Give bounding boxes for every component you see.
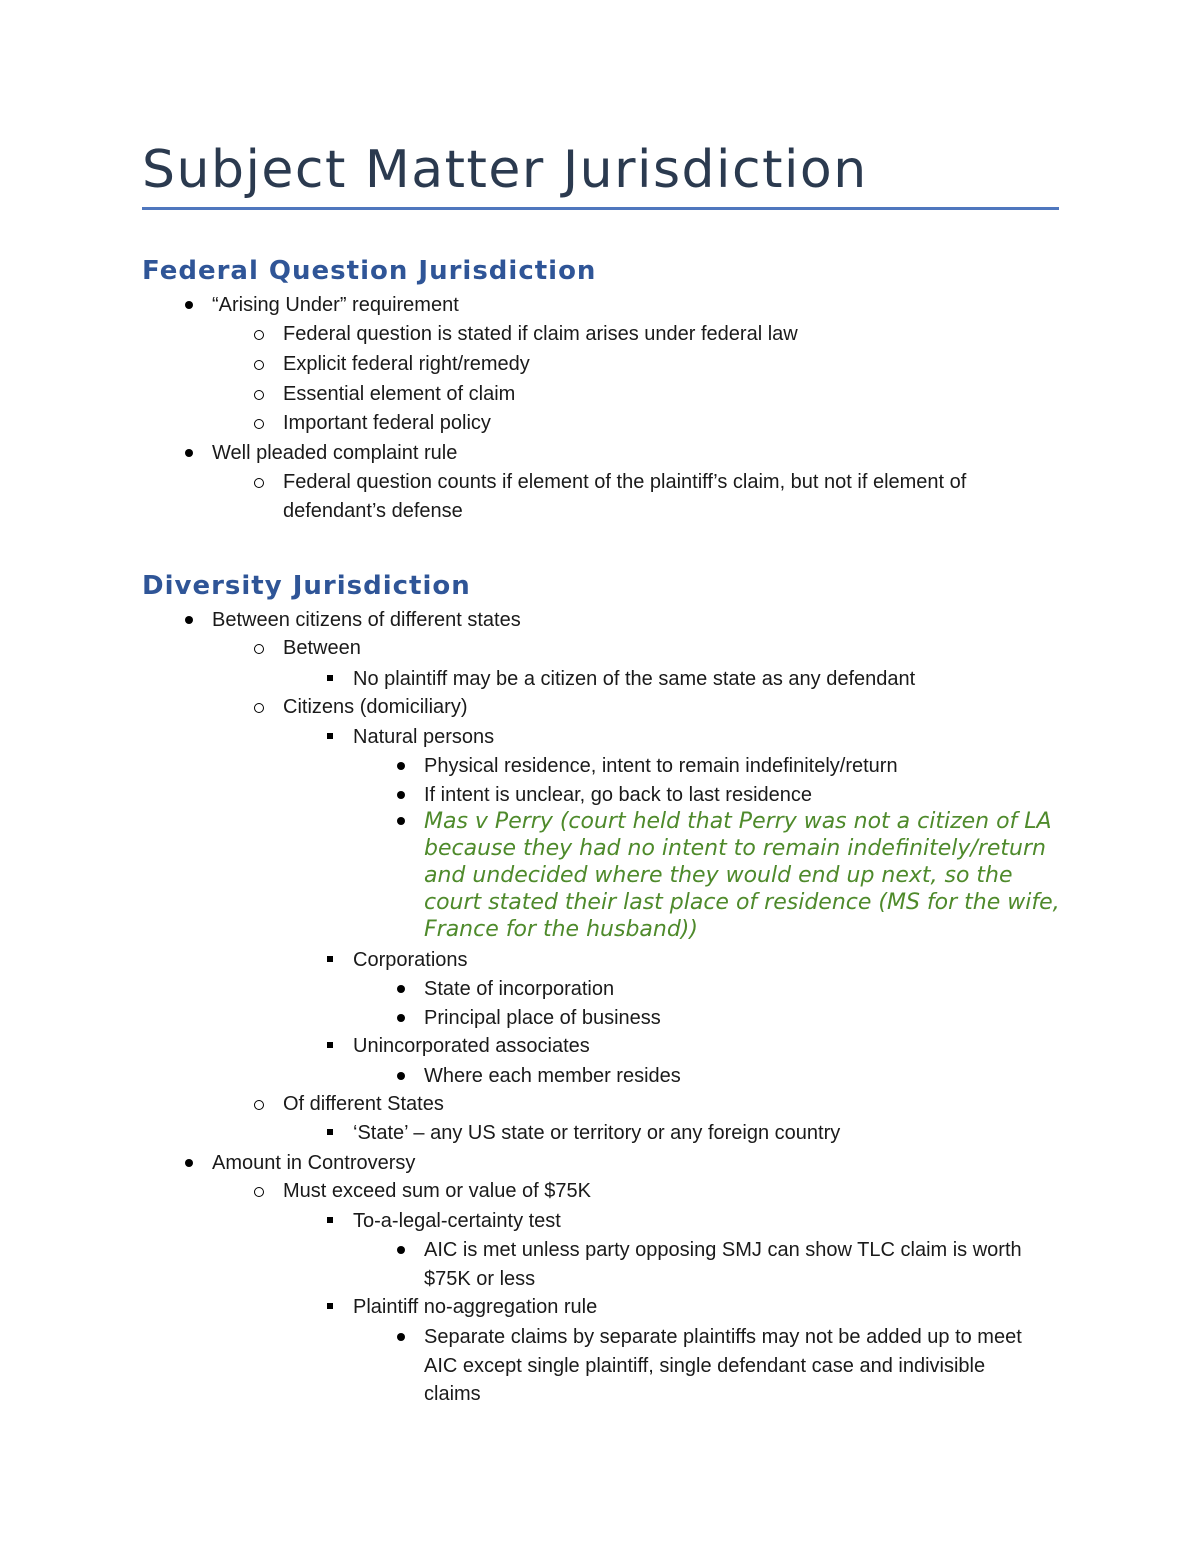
- list-item: Amount in Controversy: [212, 1152, 416, 1174]
- list-item: Must exceed sum or value of $75K: [283, 1180, 591, 1202]
- list-item: “Arising Under” requirement: [212, 294, 459, 316]
- list-item: Where each member resides: [424, 1065, 681, 1087]
- heading-federal-question: Federal Question Jurisdiction: [142, 256, 597, 286]
- list-item: Well pleaded complaint rule: [212, 442, 458, 464]
- list-item: Between citizens of different states: [212, 609, 521, 631]
- heading-diversity: Diversity Jurisdiction: [142, 571, 471, 601]
- list-item: Principal place of business: [424, 1007, 661, 1029]
- list-item: Physical residence, intent to remain indefinitely/return: [424, 755, 898, 777]
- list-item: Citizens (domiciliary): [283, 696, 468, 718]
- list-item: If intent is unclear, go back to last residence: [424, 784, 812, 806]
- list-item: Plaintiff no-aggregation rule: [353, 1296, 598, 1318]
- list-item: Corporations: [353, 949, 468, 971]
- list-item: To-a-legal-certainty test: [353, 1210, 561, 1232]
- list-item: Separate claims by separate plaintiffs may not be added up to meet AIC except single plaintiff, single defendant case and indivisible claims: [424, 1326, 1022, 1405]
- list-item: ‘State’ – any US state or territory or any foreign country: [353, 1122, 841, 1144]
- list-item: Important federal policy: [283, 412, 491, 434]
- list-item: Explicit federal right/remedy: [283, 353, 530, 375]
- list-item: No plaintiff may be a citizen of the same state as any defendant: [353, 668, 916, 690]
- list-item: Essential element of claim: [283, 383, 516, 405]
- list-item: Between: [283, 637, 361, 659]
- list-item: Of different States: [283, 1093, 444, 1115]
- list-item: Federal question counts if element of the plaintiff’s claim, but not if element of defendant’s defense: [283, 471, 967, 522]
- page-title: Subject Matter Jurisdiction: [142, 140, 868, 200]
- list-item-case-note: Mas v Perry (court held that Perry was not a citizen of LA because they had no intent to remain indefinitely/return and undecided where they would end up next, so the court stated their last place of residence (MS for the wife, France for the husband)): [424, 809, 1060, 942]
- list-item: Unincorporated associates: [353, 1035, 590, 1057]
- list-item: AIC is met unless party opposing SMJ can show TLC claim is worth $75K or less: [424, 1239, 1022, 1290]
- list-item: Natural persons: [353, 726, 495, 748]
- title-underline: [142, 207, 1059, 210]
- list-item: State of incorporation: [424, 978, 615, 1000]
- list-item: Federal question is stated if claim arises under federal law: [283, 323, 798, 345]
